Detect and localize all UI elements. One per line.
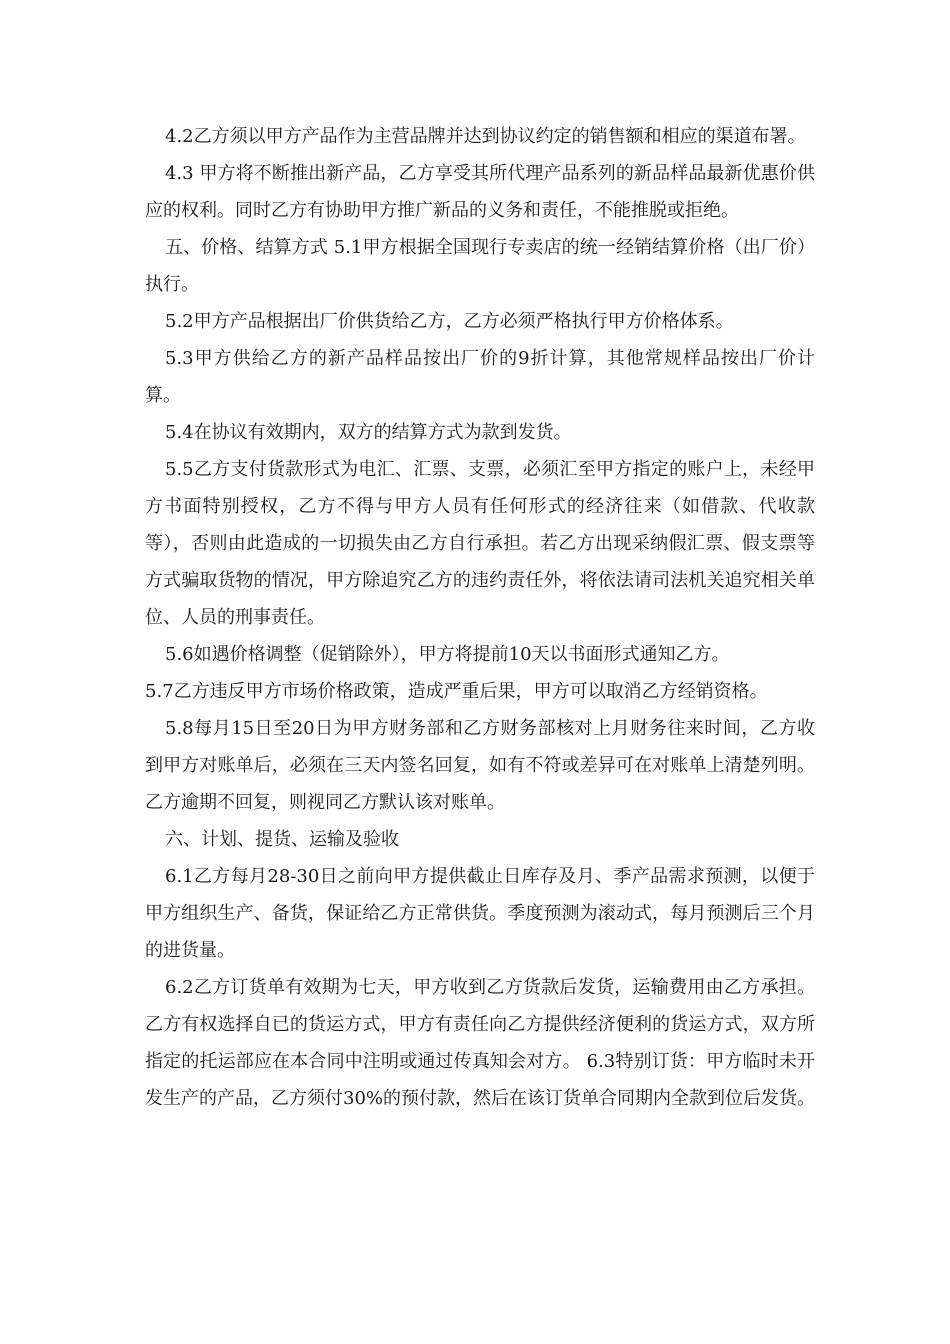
paragraph-5-7: 5.7乙方违反甲方市场价格政策，造成严重后果，甲方可以取消乙方经销资格。: [145, 681, 768, 702]
paragraph-section-6: 六、计划、提货、运输及验收: [165, 829, 399, 850]
paragraph-4-3: 4.3 甲方将不断推出新产品，乙方享受其所代理产品系列的新品样品最新优惠价供应的权利。同时乙方有协助甲方推广新品的义务和责任，不能推脱或拒绝。: [145, 163, 815, 221]
paragraph-5-5: 5.5乙方支付货款形式为电汇、汇票、支票，必须汇至甲方指定的账户上，未经甲方书面特别授权，乙方不得与甲方人员有任何形式的经济往来（如借款、代收款等），否则由此造成的一切损失由乙方自行承担。若乙方出现采纳假汇票、假支票等方式骗取货物的情况，甲方除追究乙方的违约责任外，将依法请司法机关追究相关单位、人员的刑事责任。: [145, 459, 815, 628]
paragraph-6-2: 6.2乙方订货单有效期为七天，甲方收到乙方货款后发货，运输费用由乙方承担。乙方有权选择自已的货运方式，甲方有责任向乙方提供经济便利的货运方式，双方所指定的托运部应在本合同中注明或通过传真知会对方。 6.3特别订货：甲方临时未开发生产的产品，乙方须付30%的预付款，然后在该订货单合同期内全款到位后发货。: [145, 977, 816, 1109]
paragraph-5-8: 5.8每月15日至20日为甲方财务部和乙方财务部核对上月财务往来时间，乙方收到甲方对账单后，必须在三天内签名回复，如有不符或差异可在对账单上清楚列明。乙方逾期不回复，则视同乙方默认该对账单。: [145, 718, 815, 813]
paragraph-section-5: 五、价格、结算方式 5.1甲方根据全国现行专卖店的统一经销结算价格（出厂价）执行。: [145, 237, 815, 295]
paragraph-4-2: 4.2乙方须以甲方产品作为主营品牌并达到协议约定的销售额和相应的渠道布署。: [165, 126, 806, 147]
paragraph-5-4: 5.4在协议有效期内，双方的结算方式为款到发货。: [165, 422, 572, 443]
paragraph-5-3: 5.3甲方供给乙方的新产品样品按出厂价的9折计算，其他常规样品按出厂价计算。: [145, 348, 815, 406]
paragraph-5-6: 5.6如遇价格调整（促销除外），甲方将提前10天以书面形式通知乙方。: [165, 644, 730, 665]
paragraph-6-1: 6.1乙方每月28-30日之前向甲方提供截止日库存及月、季产品需求预测，以便于甲方组织生产、备货，保证给乙方正常供货。季度预测为滚动式，每月预测后三个月的进货量。: [145, 866, 815, 961]
document-body: [145, 118, 815, 1117]
paragraph-5-2: 5.2甲方产品根据出厂价供货给乙方，乙方必须严格执行甲方价格体系。: [165, 311, 734, 332]
